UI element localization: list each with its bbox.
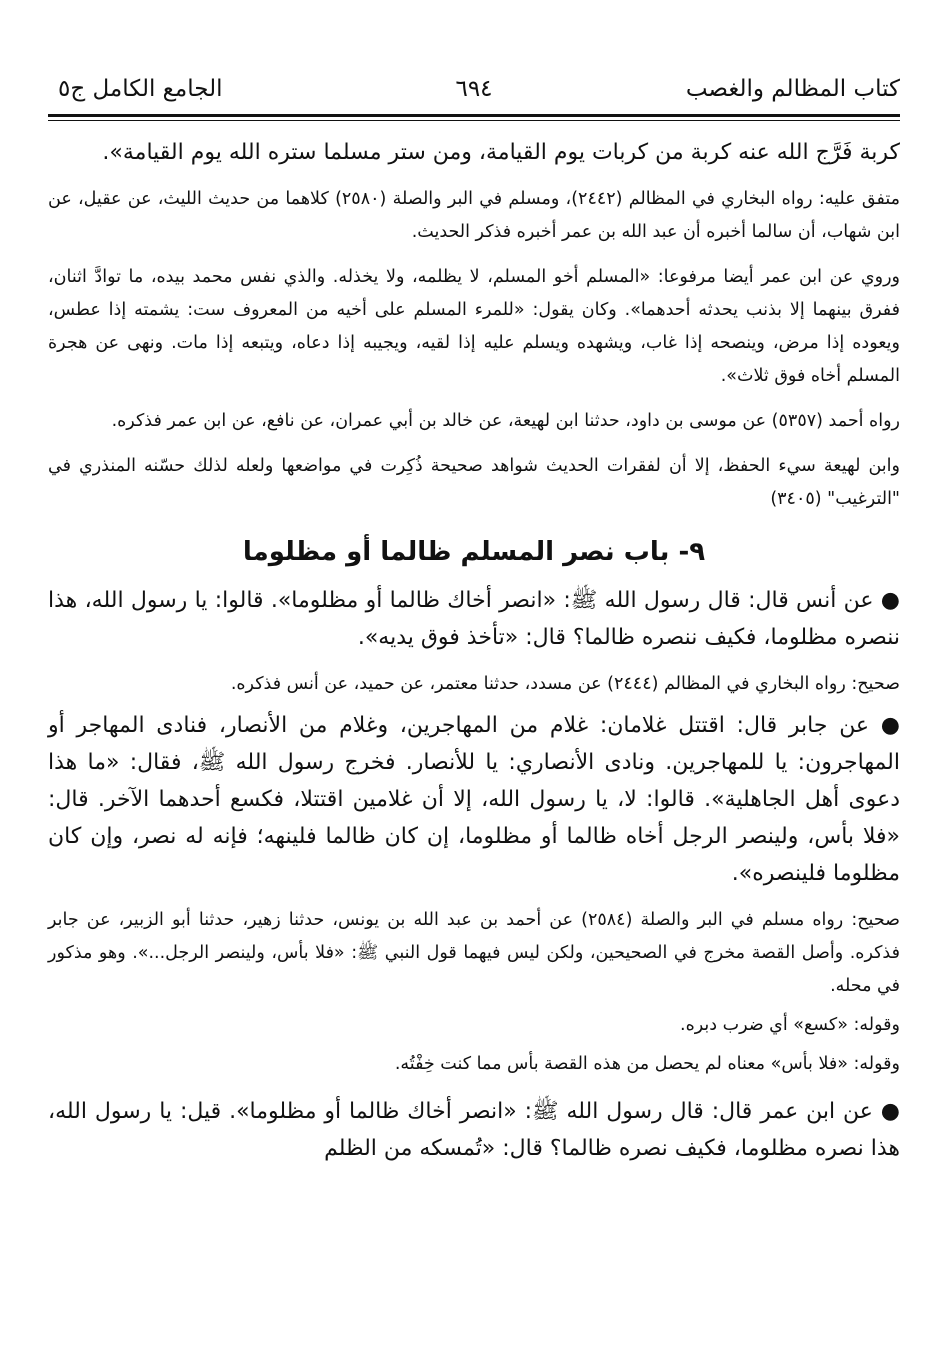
page-number: ٦٩٤ — [455, 76, 493, 102]
chapter-title: كتاب المظالم والغصب — [685, 76, 900, 102]
commentary-text: وقوله: «فلا بأس» معناه لم يحصل من هذه القصة بأس مما كنت خِفْتُه. — [394, 1054, 900, 1074]
page-body — [48, 134, 900, 1167]
commentary-text: صحيح: رواه البخاري في المظالم (٢٤٤٤) عن مسدد، حدثنا معتمر، عن حميد، عن أنس فذكره. — [230, 674, 900, 694]
header-rule-thin — [48, 120, 900, 121]
chapter-heading: ٩- باب نصر المسلم ظالما أو مظلوما — [242, 537, 706, 567]
book-page — [48, 0, 900, 1372]
hadith-text: ● عن ابن عمر قال: قال رسول الله ﷺ: «انصر أخاك ظالما أو مظلوما». قيل: يا رسول الله، هذا نصره مظلوما، فكيف نصره ظالما؟ قال: «تُمسكه من الظلم — [48, 1099, 900, 1161]
commentary-text: وابن لهيعة سيء الحفظ، إلا أن لفقرات الحديث شواهد صحيحة ذُكِرت في مواضعها ولعله لذلك حسّنه المنذري في "الترغيب" (٣٤٠٥) — [48, 456, 900, 509]
hadith-text: ● عن جابر قال: اقتتل غلامان: غلام من المهاجرين، وغلام من الأنصار، فنادى المهاجر أو المهاجرون: يا للمهاجرين. ونادى الأنصاري: يا للأنصار. فخرج رسول الله ﷺ، فقال: «ما هذا دعوى أهل الجاهلية». قالوا: لا، يا رسول الله، إلا أن غلامين اقتتلا، فكسع أحدهما الآخر. قال: «فلا بأس، ولينصر الرجل أخاه ظالما أو مظلوما، إن كان ظالما فلينهه؛ فإنه له نصر، وإن كان مظلوما فلينصره». — [48, 713, 900, 886]
commentary-text: وقوله: «كسع» أي ضرب دبره. — [680, 1015, 900, 1035]
commentary-text: رواه أحمد (٥٣٥٧) عن موسى بن داود، حدثنا ابن لهيعة، عن خالد بن أبي عمران، عن نافع، عن ابن عمر فذكره. — [111, 411, 900, 431]
book-title: الجامع الكامل ج٥ — [58, 76, 223, 102]
commentary-text: وروي عن ابن عمر أيضا مرفوعا: «المسلم أخو المسلم، لا يظلمه، ولا يخذله. والذي نفس محمد بيده، ما توادَّ اثنان، ففرق بينهما إلا بذنب يحدثه أحدهما». وكان يقول: «للمرء المسلم على أخيه من المعروف ست: يشمته إذا عطس، ويعوده إذا مرض، وينصحه إذا غاب، ويشهده ويسلم عليه إذا لقيه، ويجيبه إذا دعاه، ويتبعه إذا مات. ونهى عن هجرة المسلم أخاه فوق ثلاث». — [48, 267, 900, 386]
header-rule-thick — [48, 114, 900, 117]
page-header — [48, 74, 900, 110]
hadith-text: كربة فَرَّج الله عنه كربة من كربات يوم القيامة، ومن ستر مسلما ستره الله يوم القيامة». — [102, 140, 900, 165]
commentary-text: متفق عليه: رواه البخاري في المظالم (٢٤٤٢)، ومسلم في البر والصلة (٢٥٨٠) كلاهما من حديث الليث، عن عقيل، عن ابن شهاب، أن سالما أخبره أن عبد الله بن عمر أخبره فذكر الحديث. — [48, 189, 901, 242]
hadith-text: ● عن أنس قال: قال رسول الله ﷺ: «انصر أخاك ظالما أو مظلوما». قالوا: يا رسول الله، هذا ننصره مظلوما، فكيف ننصره ظالما؟ قال: «تأخذ فوق يديه». — [48, 588, 900, 650]
commentary-text: صحيح: رواه مسلم في البر والصلة (٢٥٨٤) عن أحمد بن عبد الله بن يونس، حدثنا زهير، حدثنا أبو الزبير، عن جابر فذكره. وأصل القصة مخرج في الصحيحين، ولكن ليس فيهما قول النبي ﷺ: «فلا بأس، ولينصر الرجل...». وهو مذكور في محله. — [48, 910, 900, 996]
